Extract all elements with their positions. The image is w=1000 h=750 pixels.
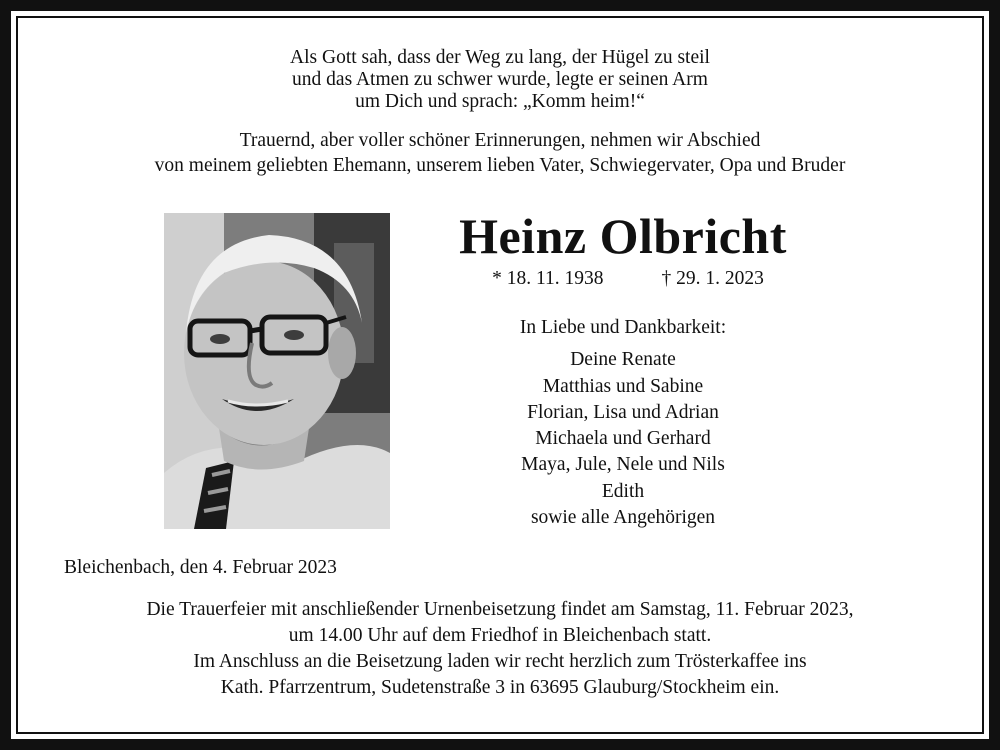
birth-date: * 18. 11. 1938 bbox=[492, 268, 604, 289]
mourners-list bbox=[428, 315, 818, 531]
portrait-illustration bbox=[164, 213, 390, 529]
mourner-2: Matthias und Sabine bbox=[542, 375, 704, 397]
poem-line-2: und das Atmen zu schwer wurde, legte er seinen Arm bbox=[292, 69, 708, 90]
ceremony-line-3: Im Anschluss an die Beisetzung laden wir recht herzlich zum Trösterkaffee ins bbox=[193, 651, 807, 672]
poem-line-3: um Dich und sprach: „Komm heim!“ bbox=[355, 91, 645, 112]
mourner-1: Deine Renate bbox=[570, 349, 676, 371]
mourner-5: Maya, Jule, Nele und Nils bbox=[521, 454, 725, 476]
place-and-date: Bleichenbach, den 4. Februar 2023 bbox=[64, 557, 337, 578]
frame-gap bbox=[11, 11, 989, 739]
intro-line-2: von meinem geliebten Ehemann, unserem lieben Vater, Schwiegervater, Opa und Bruder bbox=[154, 155, 846, 176]
poem-line-1: Als Gott sah, dass der Weg zu lang, der Hügel zu steil bbox=[290, 47, 710, 68]
mourner-6: Edith bbox=[601, 480, 645, 502]
poem bbox=[18, 47, 982, 113]
ceremony-line-4: Kath. Pfarrzentrum, Sudetenstraße 3 in 63695 Glauburg/Stockheim ein. bbox=[220, 677, 780, 698]
ceremony-line-1: Die Trauerfeier mit anschließender Urnenbeisetzung findet am Samstag, 11. Februar 2023, bbox=[146, 599, 854, 620]
ceremony-details bbox=[18, 597, 982, 701]
mourner-7: sowie alle Angehörigen bbox=[530, 507, 716, 529]
mourner-4: Michaela und Gerhard bbox=[535, 428, 711, 450]
obituary-card bbox=[16, 16, 984, 734]
mourners-heading: In Liebe und Dankbarkeit: bbox=[519, 317, 727, 338]
mourner-3: Florian, Lisa und Adrian bbox=[527, 401, 719, 423]
deceased-name: Heinz Olbricht bbox=[459, 208, 787, 264]
farewell-intro bbox=[18, 128, 982, 178]
ceremony-line-2: um 14.00 Uhr auf dem Friedhof in Bleichenbach statt. bbox=[288, 625, 712, 646]
intro-line-1: Trauernd, aber voller schöner Erinnerungen, nehmen wir Abschied bbox=[239, 130, 761, 151]
death-date: † 29. 1. 2023 bbox=[661, 268, 764, 289]
life-dates bbox=[458, 266, 798, 292]
portrait-photo bbox=[164, 213, 390, 529]
